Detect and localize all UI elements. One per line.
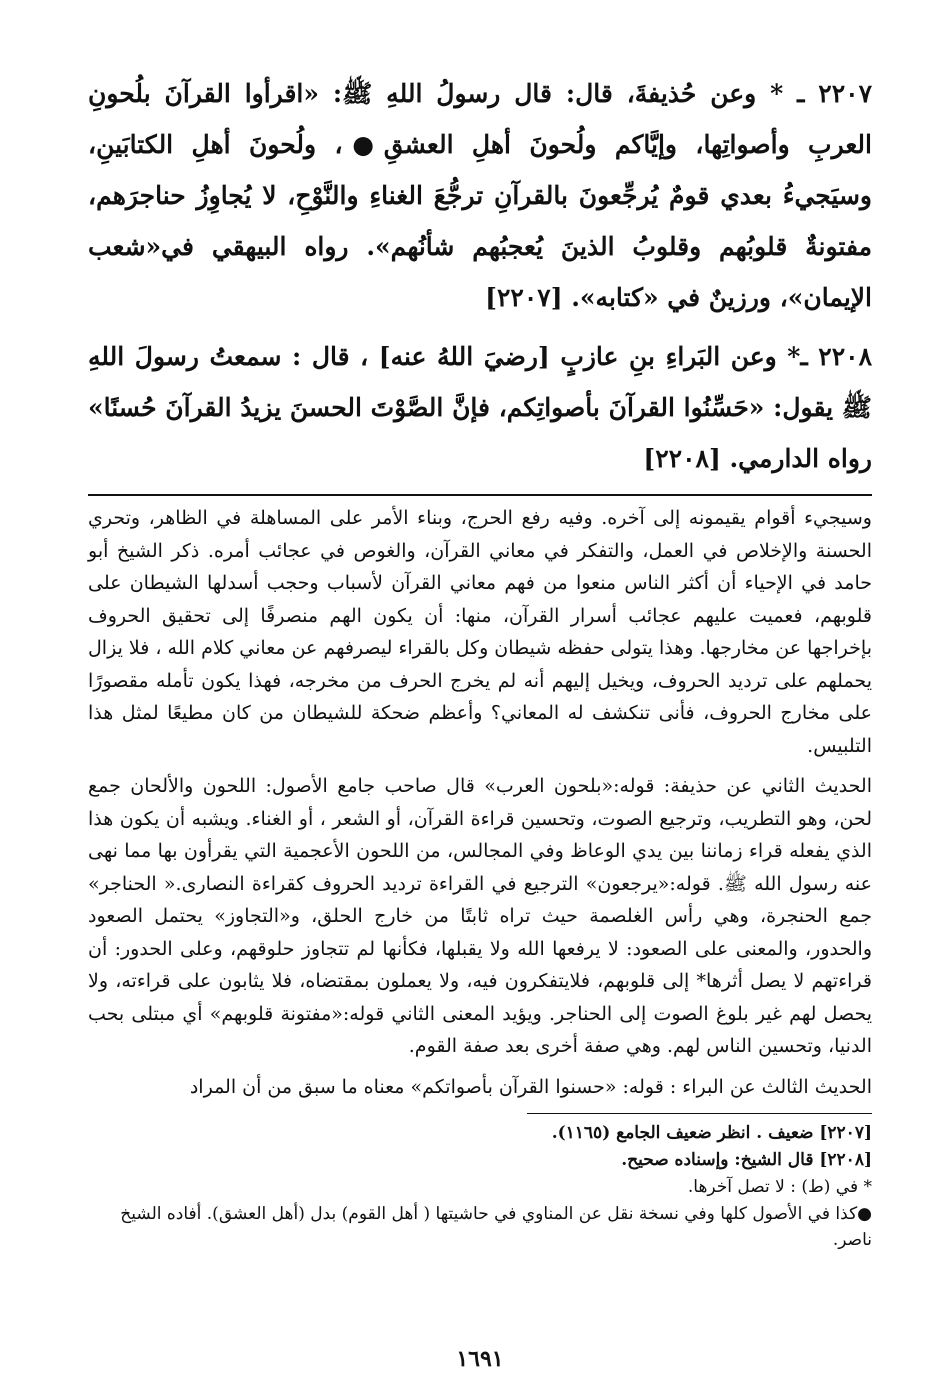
page-number: ١٦٩١	[456, 1346, 504, 1372]
footnote-asterisk: * في (ط) : لا تصل آخرها.	[687, 1177, 872, 1197]
footnote-2207: [٢٢٠٧] ضعيف . انظر ضعيف الجامع (١١٦٥).	[551, 1123, 872, 1143]
commentary-paragraph-1: وسيجيء أقوام يقيمونه إلى آخره. وفيه رفع الحرج، وبناء الأمر على المساهلة في الظاهر، وتحري الحسنة والإخلاص في العمل، والتفكر في معاني القرآن، والغوص في عجائب أمره. ذكر الشيخ أبو حامد في الإحياء أن أكثر الناس منعوا من فهم معاني القرآن لأسباب وحجب أسدلها الشيطان على قلوبهم، فعميت عليهم عجائب أسرار القرآن، منها: أن يكون الهم منصرفًا إلى تحقيق الحروف بإخراجها عن مخارجها. وهذا يتولى حفظه شيطان وكل بالقراء ليصرفهم عن معاني كلام الله ، فلا يزال يحملهم على ترديد الحروف، ويخيل إليهم أنه لم يخرج الحرف من مخرجه، فهذا يكون تأمله مقصورًا على مخارج الحروف، فأنى تنكشف له المعاني؟ وأعظم ضحكة للشيطان من كان مطيعًا لمثل هذا التلبيس.	[88, 507, 872, 757]
commentary-paragraph-3: الحديث الثالث عن البراء : قوله: «حسنوا القرآن بأصواتكم» معناه ما سبق من أن المراد	[189, 1075, 872, 1098]
hadith-section	[88, 68, 872, 484]
commentary-section	[88, 502, 872, 1103]
footnote-2208: [٢٢٠٨] قال الشيخ: وإسناده صحيح.	[621, 1150, 872, 1170]
commentary-paragraph-2: الحديث الثاني عن حذيفة: قوله:«بلحون العرب» قال صاحب جامع الأصول: اللحون والألحان جمع لحن، وهو التطريب، وترجيع الصوت، وتحسين قراءة القرآن، أو الشعر ، أو الغناء. ويشبه أن يكون هذا الذي يفعله قراء زماننا بين يدي الوعاظ وفي المجالس، من اللحون الأعجمية التي يقرأون بها مما نهى عنه رسول الله ﷺ. قوله:«يرجعون» الترجيع في القراءة ترديد الحروف كقراءة النصارى.« الحناجر» جمع الحنجرة، وهي رأس الغلصمة حيث تراه ثابتًا من خارج الحلق، و«التجاوز» يحتمل الصعود والحدور، والمعنى على الصعود: لا يرفعها الله ولا يقبلها، فكأنها لم تتجاوز حلوقهم، وعلى الحدور: أن قراءتهم لا يصل أثرها* إلى قلوبهم، فلايتفكرون فيه، ولا يعملون بمقتضاه، فلا يثابون على قراءته، ولا يحصل لهم غير بلوغ الصوت إلى الحناجر. ويؤيد المعنى الثاني قوله:«مفتونة قلوبهم» أي مبتلى بحب الدنيا، وتحسين الناس لهم. وهي صفة أخرى بعد صفة القوم.	[88, 775, 872, 1057]
hadith-2208: ٢٢٠٨ ـ* وعن البَراءِ بنِ عازبٍ [رضيَ اللهُ عنه] ، قال : سمعتُ رسولَ اللهِ ﷺ يقول: «حَسِّنُوا القرآنَ بأصواتِكم، فإنَّ الصَّوْتَ الحسنَ يزيدُ القرآنَ حُسنًا» رواه الدارمي. [٢٢٠٨]	[88, 342, 872, 473]
section-divider	[88, 494, 872, 496]
footnote-divider	[527, 1113, 872, 1114]
footnote-bullet: ●كذا في الأصول كلها وفي نسخة نقل عن المناوي في حاشيتها ( أهل القوم) بدل (أهل العشق). أفاده الشيخ ناصر.	[120, 1204, 872, 1250]
book-page	[88, 68, 872, 1372]
hadith-2207: ٢٢٠٧ ـ * وعن حُذيفةَ، قال: قال رسولُ اللهِ ﷺ: «اقرأوا القرآنَ بلُحونِ العربِ وأصواتِها، وإيَّاكم ولُحونَ أهلِ العشقِ●، ولُحونَ أهلِ الكتابَينِ، وسيَجيءُ بعدي قومٌ يُرجِّعونَ بالقرآنِ ترجُّعَ الغناءِ والنَّوْحِ، لا يُجاوِزُ حناجرَهم، مفتونةٌ قلوبُهم وقلوبُ الذينَ يُعجبُهم شأنُهم». رواه البيهقي في«شعب الإيمان»، ورزينٌ في «كتابه». [٢٢٠٧]	[88, 79, 872, 312]
footnotes	[88, 1120, 872, 1253]
